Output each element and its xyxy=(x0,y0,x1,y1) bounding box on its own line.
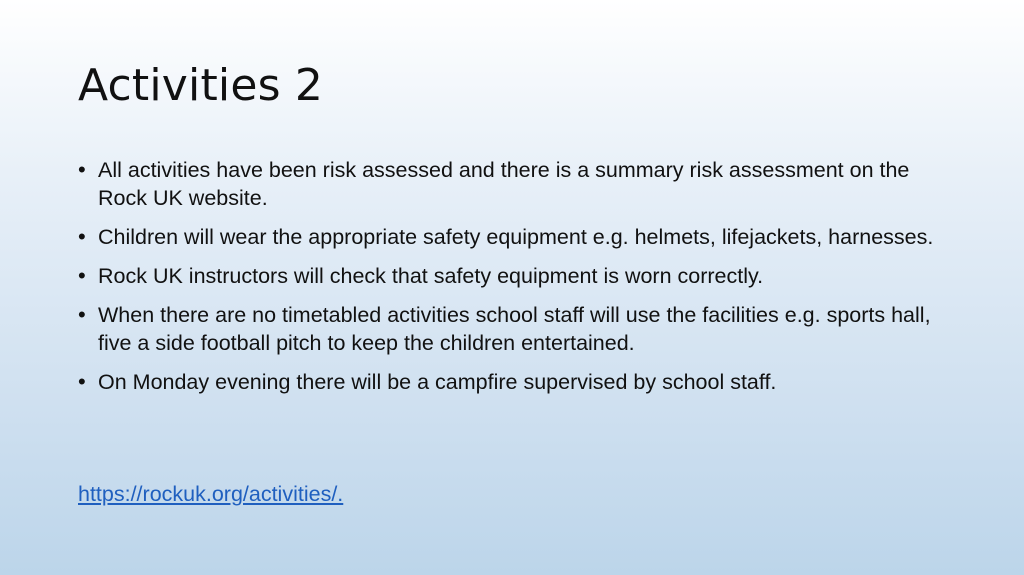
bullet-icon: • xyxy=(78,224,86,249)
bullet-item xyxy=(78,156,948,212)
rockuk-activities-link[interactable]: https://rockuk.org/activities/. xyxy=(78,482,344,506)
bullet-icon: • xyxy=(78,302,86,327)
bullet-text: Children will wear the appropriate safety equipment e.g. helmets, lifejackets, harnesses. xyxy=(98,225,934,249)
bullet-text: All activities have been risk assessed and there is a summary risk assessment on the Rock UK website. xyxy=(98,158,910,210)
bullet-list xyxy=(78,156,948,407)
bullet-item xyxy=(78,223,948,251)
bullet-icon: • xyxy=(78,263,86,288)
bullet-item xyxy=(78,301,948,357)
bullet-item xyxy=(78,262,948,290)
bullet-text: Rock UK instructors will check that safety equipment is worn correctly. xyxy=(98,264,764,288)
bullet-icon: • xyxy=(78,369,86,394)
bullet-icon: • xyxy=(78,157,86,182)
bullet-text: On Monday evening there will be a campfire supervised by school staff. xyxy=(98,370,777,394)
bullet-text: When there are no timetabled activities school staff will use the facilities e.g. sports hall, five a side football pitch to keep the children entertained. xyxy=(98,303,931,355)
slide-title: Activities 2 xyxy=(78,60,324,111)
bullet-item xyxy=(78,368,948,396)
